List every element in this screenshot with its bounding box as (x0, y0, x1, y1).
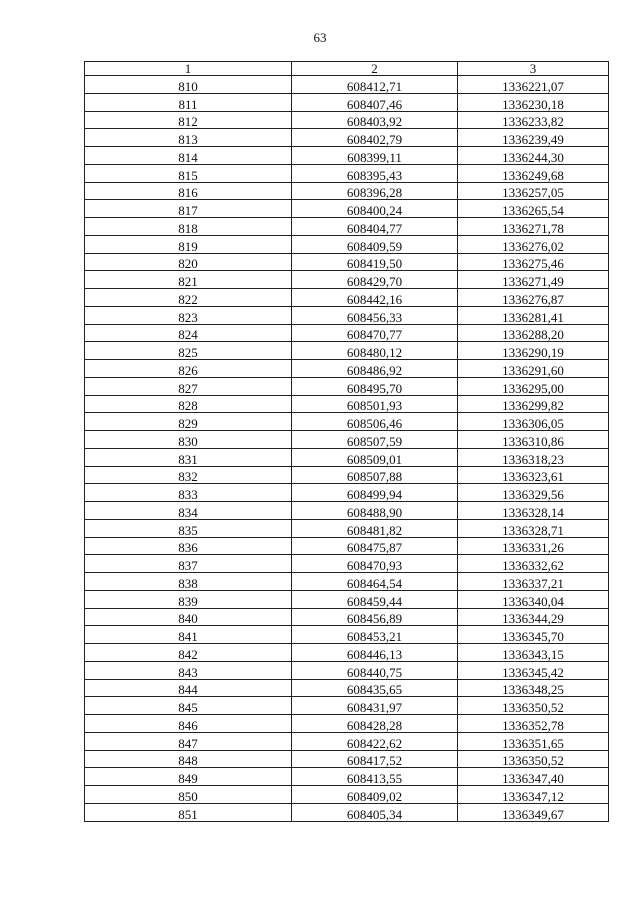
table-row (85, 803, 609, 821)
table-row (85, 129, 609, 147)
point-number-cell: 833 (85, 484, 292, 502)
point-number-cell: 832 (85, 466, 292, 484)
point-number-cell: 817 (85, 200, 292, 218)
x-coordinate-cell: 608446,13 (292, 644, 458, 662)
y-coordinate-cell: 1336257,05 (458, 182, 609, 200)
point-number-cell: 835 (85, 519, 292, 537)
point-number-cell: 846 (85, 715, 292, 733)
point-number-cell: 822 (85, 289, 292, 307)
table-row (85, 502, 609, 520)
y-coordinate-cell: 1336249,68 (458, 164, 609, 182)
y-coordinate-cell: 1336221,07 (458, 76, 609, 94)
y-coordinate-cell: 1336271,49 (458, 271, 609, 289)
point-number-cell: 851 (85, 803, 292, 821)
x-coordinate-cell: 608442,16 (292, 289, 458, 307)
point-number-cell: 810 (85, 76, 292, 94)
table-row (85, 395, 609, 413)
x-coordinate-cell: 608509,01 (292, 448, 458, 466)
y-coordinate-cell: 1336331,26 (458, 537, 609, 555)
point-number-cell: 823 (85, 306, 292, 324)
x-coordinate-cell: 608399,11 (292, 147, 458, 165)
x-coordinate-cell: 608407,46 (292, 93, 458, 111)
table-row (85, 555, 609, 573)
point-number-cell: 837 (85, 555, 292, 573)
y-coordinate-cell: 1336323,61 (458, 466, 609, 484)
y-coordinate-cell: 1336347,40 (458, 768, 609, 786)
table-row (85, 537, 609, 555)
y-coordinate-cell: 1336345,70 (458, 626, 609, 644)
y-coordinate-cell: 1336239,49 (458, 129, 609, 147)
table-row (85, 360, 609, 378)
x-coordinate-cell: 608453,21 (292, 626, 458, 644)
x-coordinate-cell: 608488,90 (292, 502, 458, 520)
table-row (85, 519, 609, 537)
x-coordinate-cell: 608440,75 (292, 661, 458, 679)
y-coordinate-cell: 1336349,67 (458, 803, 609, 821)
x-coordinate-cell: 608419,50 (292, 253, 458, 271)
y-coordinate-cell: 1336345,42 (458, 661, 609, 679)
point-number-cell: 821 (85, 271, 292, 289)
table-row (85, 324, 609, 342)
x-coordinate-cell: 608400,24 (292, 200, 458, 218)
y-coordinate-cell: 1336350,52 (458, 750, 609, 768)
y-coordinate-cell: 1336337,21 (458, 573, 609, 591)
y-coordinate-cell: 1336340,04 (458, 590, 609, 608)
table-row (85, 413, 609, 431)
x-coordinate-cell: 608507,59 (292, 431, 458, 449)
x-coordinate-cell: 608412,71 (292, 76, 458, 94)
point-number-cell: 844 (85, 679, 292, 697)
x-coordinate-cell: 608495,70 (292, 377, 458, 395)
x-coordinate-cell: 608428,28 (292, 715, 458, 733)
y-coordinate-cell: 1336318,23 (458, 448, 609, 466)
x-coordinate-cell: 608501,93 (292, 395, 458, 413)
y-coordinate-cell: 1336290,19 (458, 342, 609, 360)
point-number-cell: 828 (85, 395, 292, 413)
x-coordinate-cell: 608431,97 (292, 697, 458, 715)
column-header-3: 3 (458, 62, 609, 76)
y-coordinate-cell: 1336350,52 (458, 697, 609, 715)
point-number-cell: 849 (85, 768, 292, 786)
point-number-cell: 845 (85, 697, 292, 715)
y-coordinate-cell: 1336351,65 (458, 732, 609, 750)
y-coordinate-cell: 1336276,87 (458, 289, 609, 307)
y-coordinate-cell: 1336275,46 (458, 253, 609, 271)
point-number-cell: 836 (85, 537, 292, 555)
table-row (85, 377, 609, 395)
table-row (85, 271, 609, 289)
y-coordinate-cell: 1336347,12 (458, 786, 609, 804)
x-coordinate-cell: 608409,02 (292, 786, 458, 804)
point-number-cell: 847 (85, 732, 292, 750)
x-coordinate-cell: 608475,87 (292, 537, 458, 555)
point-number-cell: 840 (85, 608, 292, 626)
table-row (85, 218, 609, 236)
table-row (85, 76, 609, 94)
y-coordinate-cell: 1336343,15 (458, 644, 609, 662)
table-row (85, 200, 609, 218)
table-row (85, 644, 609, 662)
point-number-cell: 838 (85, 573, 292, 591)
x-coordinate-cell: 608435,65 (292, 679, 458, 697)
point-number-cell: 841 (85, 626, 292, 644)
x-coordinate-cell: 608486,92 (292, 360, 458, 378)
y-coordinate-cell: 1336276,02 (458, 235, 609, 253)
page-number: 63 (313, 30, 327, 45)
point-number-cell: 814 (85, 147, 292, 165)
point-number-cell: 811 (85, 93, 292, 111)
y-coordinate-cell: 1336288,20 (458, 324, 609, 342)
point-number-cell: 850 (85, 786, 292, 804)
x-coordinate-cell: 608417,52 (292, 750, 458, 768)
x-coordinate-cell: 608480,12 (292, 342, 458, 360)
x-coordinate-cell: 608405,34 (292, 803, 458, 821)
x-coordinate-cell: 608404,77 (292, 218, 458, 236)
y-coordinate-cell: 1336265,54 (458, 200, 609, 218)
table-body (85, 76, 609, 822)
y-coordinate-cell: 1336328,14 (458, 502, 609, 520)
x-coordinate-cell: 608464,54 (292, 573, 458, 591)
x-coordinate-cell: 608459,44 (292, 590, 458, 608)
table-row (85, 786, 609, 804)
table-row (85, 573, 609, 591)
y-coordinate-cell: 1336328,71 (458, 519, 609, 537)
x-coordinate-cell: 608409,59 (292, 235, 458, 253)
table-row (85, 253, 609, 271)
y-coordinate-cell: 1336230,18 (458, 93, 609, 111)
table-row (85, 608, 609, 626)
table-row (85, 111, 609, 129)
table-row (85, 768, 609, 786)
table-row (85, 697, 609, 715)
y-coordinate-cell: 1336271,78 (458, 218, 609, 236)
table-row (85, 235, 609, 253)
point-number-cell: 842 (85, 644, 292, 662)
table-row (85, 466, 609, 484)
point-number-cell: 819 (85, 235, 292, 253)
y-coordinate-cell: 1336329,56 (458, 484, 609, 502)
table-row (85, 164, 609, 182)
table-row (85, 448, 609, 466)
point-number-cell: 825 (85, 342, 292, 360)
point-number-cell: 831 (85, 448, 292, 466)
x-coordinate-cell: 608413,55 (292, 768, 458, 786)
point-number-cell: 843 (85, 661, 292, 679)
x-coordinate-cell: 608422,62 (292, 732, 458, 750)
point-number-cell: 839 (85, 590, 292, 608)
table-row (85, 431, 609, 449)
point-number-cell: 826 (85, 360, 292, 378)
table-row (85, 147, 609, 165)
table-row (85, 93, 609, 111)
x-coordinate-cell: 608396,28 (292, 182, 458, 200)
table-header-row (85, 62, 609, 76)
y-coordinate-cell: 1336310,86 (458, 431, 609, 449)
x-coordinate-cell: 608481,82 (292, 519, 458, 537)
table-row (85, 750, 609, 768)
table-row (85, 661, 609, 679)
y-coordinate-cell: 1336295,00 (458, 377, 609, 395)
y-coordinate-cell: 1336352,78 (458, 715, 609, 733)
coordinates-table (84, 61, 609, 822)
table-row (85, 484, 609, 502)
y-coordinate-cell: 1336291,60 (458, 360, 609, 378)
point-number-cell: 834 (85, 502, 292, 520)
column-header-2: 2 (292, 62, 458, 76)
table-row (85, 306, 609, 324)
x-coordinate-cell: 608456,89 (292, 608, 458, 626)
x-coordinate-cell: 608499,94 (292, 484, 458, 502)
table-row (85, 590, 609, 608)
y-coordinate-cell: 1336344,29 (458, 608, 609, 626)
point-number-cell: 830 (85, 431, 292, 449)
table-row (85, 182, 609, 200)
y-coordinate-cell: 1336299,82 (458, 395, 609, 413)
y-coordinate-cell: 1336332,62 (458, 555, 609, 573)
point-number-cell: 815 (85, 164, 292, 182)
x-coordinate-cell: 608402,79 (292, 129, 458, 147)
x-coordinate-cell: 608429,70 (292, 271, 458, 289)
table-row (85, 289, 609, 307)
x-coordinate-cell: 608506,46 (292, 413, 458, 431)
point-number-cell: 818 (85, 218, 292, 236)
table-row (85, 715, 609, 733)
x-coordinate-cell: 608507,88 (292, 466, 458, 484)
x-coordinate-cell: 608456,33 (292, 306, 458, 324)
point-number-cell: 827 (85, 377, 292, 395)
y-coordinate-cell: 1336306,05 (458, 413, 609, 431)
point-number-cell: 813 (85, 129, 292, 147)
point-number-cell: 820 (85, 253, 292, 271)
table-row (85, 626, 609, 644)
x-coordinate-cell: 608470,93 (292, 555, 458, 573)
x-coordinate-cell: 608470,77 (292, 324, 458, 342)
point-number-cell: 816 (85, 182, 292, 200)
point-number-cell: 829 (85, 413, 292, 431)
x-coordinate-cell: 608403,92 (292, 111, 458, 129)
y-coordinate-cell: 1336348,25 (458, 679, 609, 697)
table-row (85, 732, 609, 750)
y-coordinate-cell: 1336244,30 (458, 147, 609, 165)
table-row (85, 679, 609, 697)
point-number-cell: 824 (85, 324, 292, 342)
point-number-cell: 848 (85, 750, 292, 768)
column-header-1: 1 (85, 62, 292, 76)
y-coordinate-cell: 1336233,82 (458, 111, 609, 129)
x-coordinate-cell: 608395,43 (292, 164, 458, 182)
point-number-cell: 812 (85, 111, 292, 129)
y-coordinate-cell: 1336281,41 (458, 306, 609, 324)
table-row (85, 342, 609, 360)
